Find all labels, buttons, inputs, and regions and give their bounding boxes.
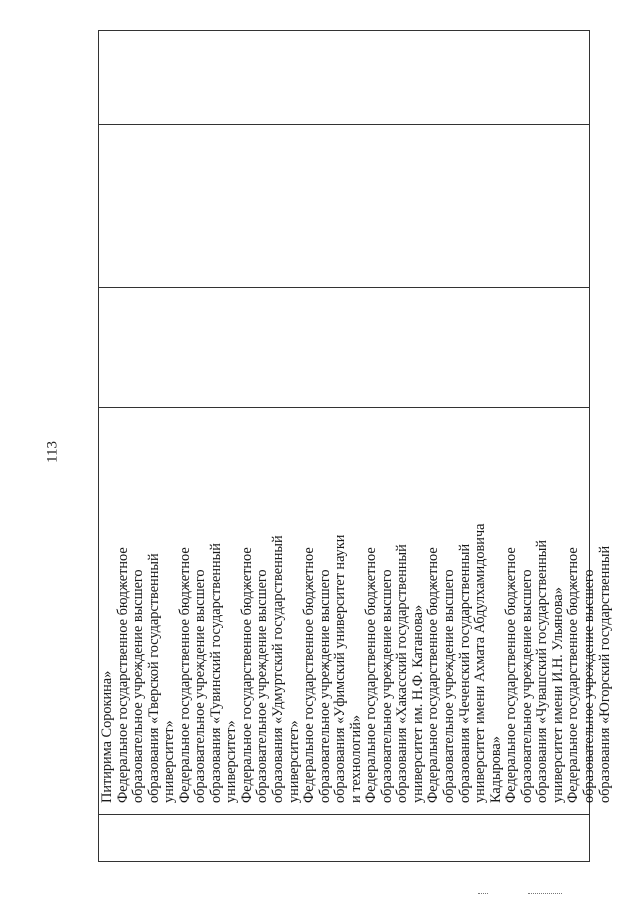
scan-mark <box>528 893 562 894</box>
institution-line: образовательное учреждение высшего <box>441 569 458 803</box>
institution-line: образования «Уфимский университет науки <box>332 534 349 803</box>
scan-mark <box>478 893 488 894</box>
institution-line: образовательное учреждение высшего <box>130 569 147 803</box>
institution-line: Федеральное государственное бюджетное <box>565 547 582 803</box>
institution-line: университет» <box>161 720 178 803</box>
column-divider-2 <box>98 287 590 288</box>
institution-line: университет им. Н.Ф. Катанова» <box>409 604 426 803</box>
institution-line: университет» <box>223 720 240 803</box>
institution-line: университет имени Ахмата Абдулхамидовича <box>472 523 489 803</box>
institution-line: образования «Хакасский государственный <box>394 544 411 803</box>
institution-line: образовательное учреждение высшего <box>316 569 333 803</box>
institution-line: Федеральное государственное бюджетное <box>363 547 380 803</box>
institution-line: образовательное учреждение высшего <box>378 569 395 803</box>
institution-line: и технологий» <box>347 715 364 803</box>
column-divider-1 <box>98 124 590 125</box>
institution-line: образовательное учреждение высшего <box>192 569 209 803</box>
institution-line: Федеральное государственное бюджетное <box>425 547 442 803</box>
institution-line: образования «Тверской государственный <box>145 553 162 803</box>
institution-line: Федеральное государственное бюджетное <box>503 547 520 803</box>
institution-line: университет» <box>285 720 302 803</box>
institution-line: Федеральное государственное бюджетное <box>301 547 318 803</box>
institution-line: образовательное учреждение высшего <box>518 569 535 803</box>
institution-line: университет имени И.Н. Ульянова» <box>549 587 566 803</box>
institution-line: Федеральное государственное бюджетное <box>176 547 193 803</box>
institution-line: Федеральное государственное бюджетное <box>114 547 131 803</box>
institution-line: образовательное учреждение высшего <box>580 569 597 803</box>
institution-line: образования «Удмуртский государственный <box>270 535 287 803</box>
institution-line: Федеральное государственное бюджетное <box>238 547 255 803</box>
institution-line: Кадырова» <box>487 736 504 803</box>
page-number: 113 <box>44 441 61 463</box>
institution-line: образования «Чувашский государственный <box>534 539 551 803</box>
institution-line: образования «Чеченский государственный <box>456 543 473 803</box>
institution-line: образования «Тувинский государственный <box>207 543 224 803</box>
institution-cell <box>99 339 613 803</box>
column-divider-4 <box>98 814 590 815</box>
institution-line: образования «Югорский государственный <box>596 545 613 803</box>
institution-line: образовательное учреждение высшего <box>254 569 271 803</box>
institution-line: Питирима Сорокина» <box>99 670 115 803</box>
